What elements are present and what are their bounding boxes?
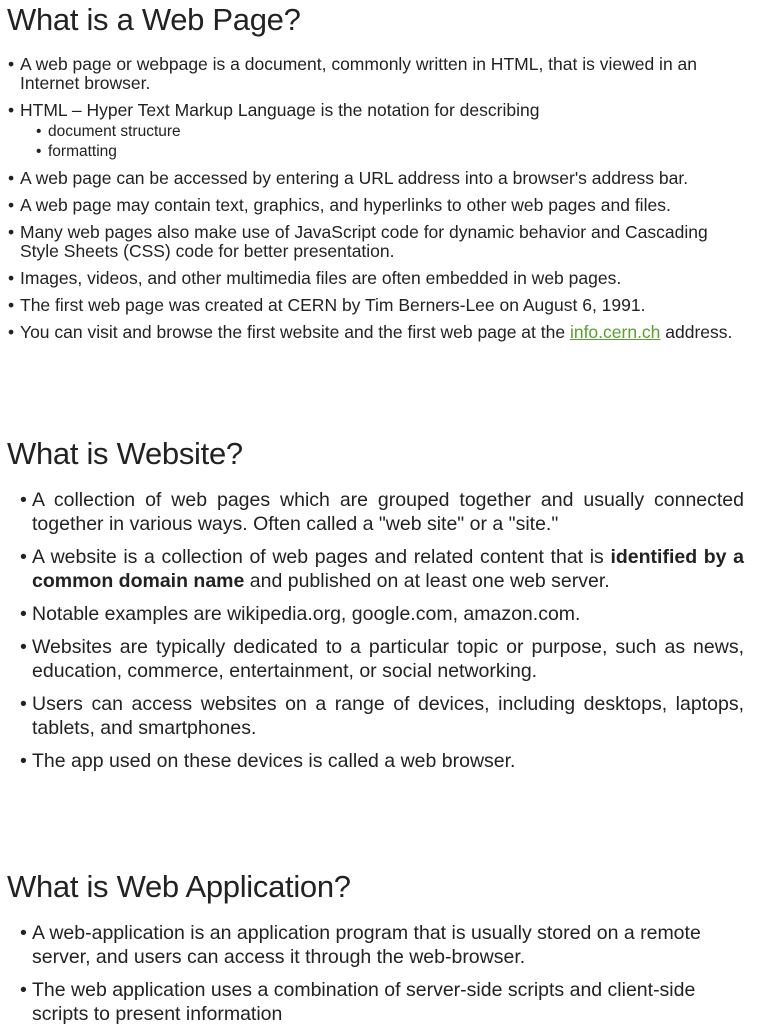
list-item: • A web page or webpage is a document, commonly written in HTML, that is viewed in an Internet browser. xyxy=(0,55,768,93)
list-item-text: A website is a collection of web pages and related content that is xyxy=(32,546,611,568)
list-item-text: You can visit and browse the first website and the first web page at the xyxy=(20,322,570,342)
list-item-text: address. xyxy=(660,322,733,342)
list-item-text: and published on at least one web server. xyxy=(244,570,610,592)
list-item: • Many web pages also make use of JavaScript code for dynamic behavior and Cascading Style Sheets (CSS) code for better presentation. xyxy=(0,223,768,261)
bullet-list xyxy=(0,55,768,342)
bullet-list xyxy=(0,921,768,1026)
list-item: • Notable examples are wikipedia.org, google.com, amazon.com. xyxy=(0,602,768,626)
sub-list-item: • formatting xyxy=(0,142,768,161)
list-item xyxy=(0,545,768,593)
bullet-list xyxy=(0,488,768,773)
list-item: • HTML – Hyper Text Markup Language is the notation for describing xyxy=(0,101,768,120)
list-item: • Images, videos, and other multimedia files are often embedded in web pages. xyxy=(0,269,768,288)
list-item: • A web-application is an application program that is usually stored on a remote server, and users can access it through the web-browser. xyxy=(0,921,768,969)
section-heading: What is a Web Page? xyxy=(7,2,301,37)
list-item: • The web application uses a combination of server-side scripts and client-side scripts to present information xyxy=(0,978,768,1026)
sub-list-item: • document structure xyxy=(0,122,768,141)
bold-text: identified by a common domain name xyxy=(32,546,744,592)
info-cern-link[interactable]: info.cern.ch xyxy=(569,322,661,342)
section-website xyxy=(0,436,768,782)
list-item: • A collection of web pages which are grouped together and usually connected together in various ways. Often called a "web site" or a "site." xyxy=(0,488,768,536)
section-web-application xyxy=(0,869,768,1035)
list-item: • A web page may contain text, graphics, and hyperlinks to other web pages and files. xyxy=(0,196,768,215)
list-item: • Websites are typically dedicated to a particular topic or purpose, such as news, education, commerce, entertainment, or social networking. xyxy=(0,635,768,683)
list-item: • Users can access websites on a range of devices, including desktops, laptops, tablets, and smartphones. xyxy=(0,692,768,740)
list-item: • The app used on these devices is called a web browser. xyxy=(0,749,768,773)
list-item: • A web page can be accessed by entering a URL address into a browser's address bar. xyxy=(0,169,768,188)
section-heading: What is Website? xyxy=(7,436,243,471)
section-heading: What is Web Application? xyxy=(7,869,351,904)
section-web-page xyxy=(0,2,768,350)
list-item xyxy=(0,323,768,342)
list-item: • The first web page was created at CERN by Tim Berners-Lee on August 6, 1991. xyxy=(0,296,768,315)
